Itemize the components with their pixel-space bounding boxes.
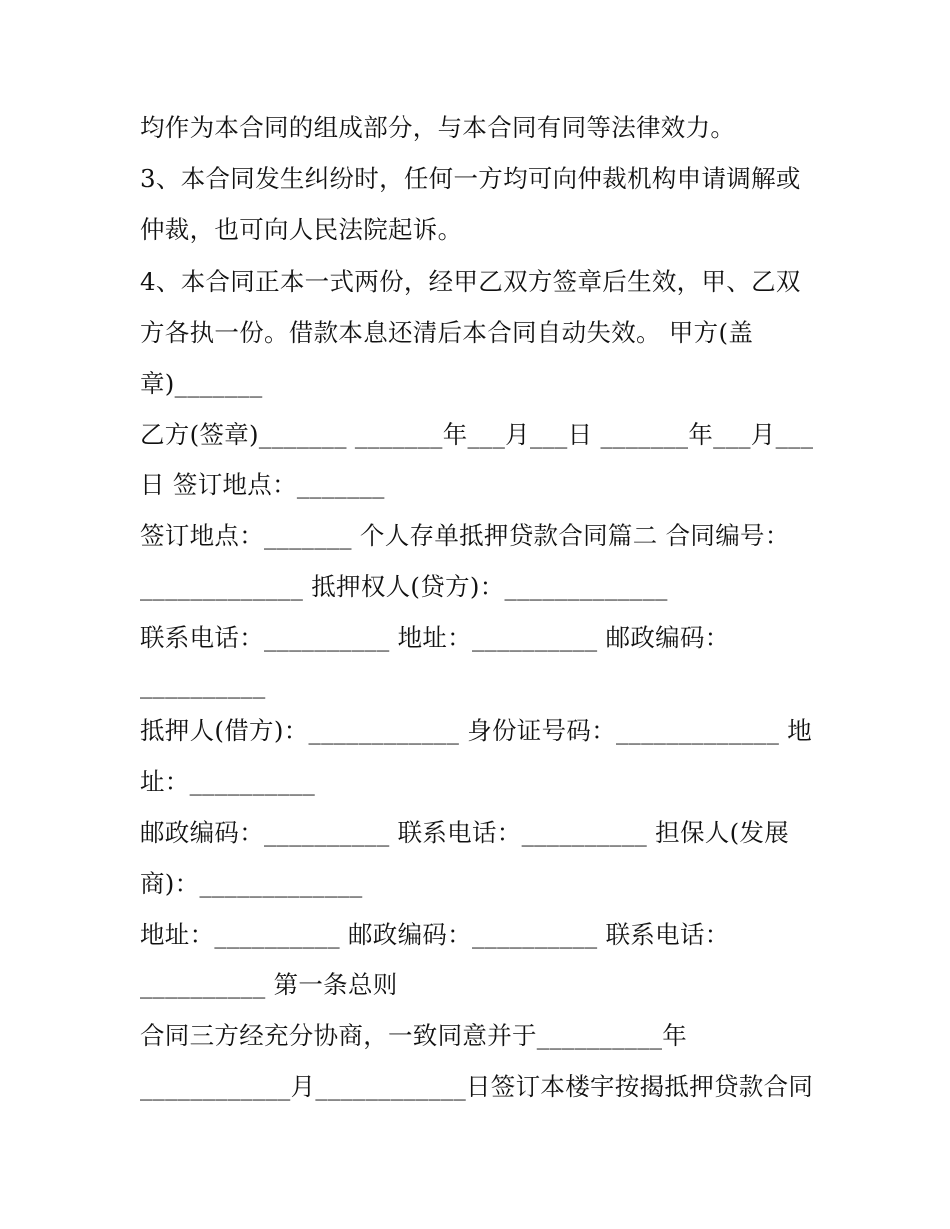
text-line: 章)_______ — [140, 369, 263, 398]
text-line: 址：__________ — [140, 767, 316, 796]
text-line: __________ 第一条总则 — [140, 970, 398, 999]
text-line: __________ — [140, 670, 266, 699]
text-line: 4、本合同正本一式两份，经甲乙双方签章后生效，甲、乙双 — [140, 267, 801, 296]
text-line: 邮政编码：__________ 联系电话：__________ 担保人(发展 — [140, 818, 790, 847]
text-line: 地址：__________ 邮政编码：__________ 联系电话： — [140, 920, 730, 949]
text-line: 方各执一份。借款本息还清后本合同自动失效。 甲方(盖 — [140, 318, 754, 347]
text-line: 日 签订地点：_______ — [140, 470, 385, 499]
text-line: 仲裁，也可向人民法院起诉。 — [140, 215, 463, 244]
text-line: 合同三方经充分协商，一致同意并于__________年 — [140, 1021, 688, 1050]
text-line: 3、本合同发生纠纷时，任何一方均可向仲裁机构申请调解或 — [140, 164, 801, 193]
text-line: 均作为本合同的组成部分，与本合同有同等法律效力。 — [140, 113, 736, 142]
text-line: ____________月____________日签订本楼宇按揭抵押贷款合同 — [140, 1072, 814, 1101]
text-line: 抵押人(借方)：____________ 身份证号码：_____________ 地 — [140, 716, 813, 745]
text-line: 联系电话：__________ 地址：__________ 邮政编码： — [140, 623, 730, 652]
text-line: 商)：_____________ — [140, 869, 363, 898]
text-line: _____________ 抵押权人(贷方)：_____________ — [140, 572, 668, 601]
text-line: 乙方(签章)_______ _______年___月___日 _______年___月___ — [140, 420, 814, 449]
text-line: 签订地点：_______ 个人存单抵押贷款合同篇二 合同编号： — [140, 521, 790, 550]
